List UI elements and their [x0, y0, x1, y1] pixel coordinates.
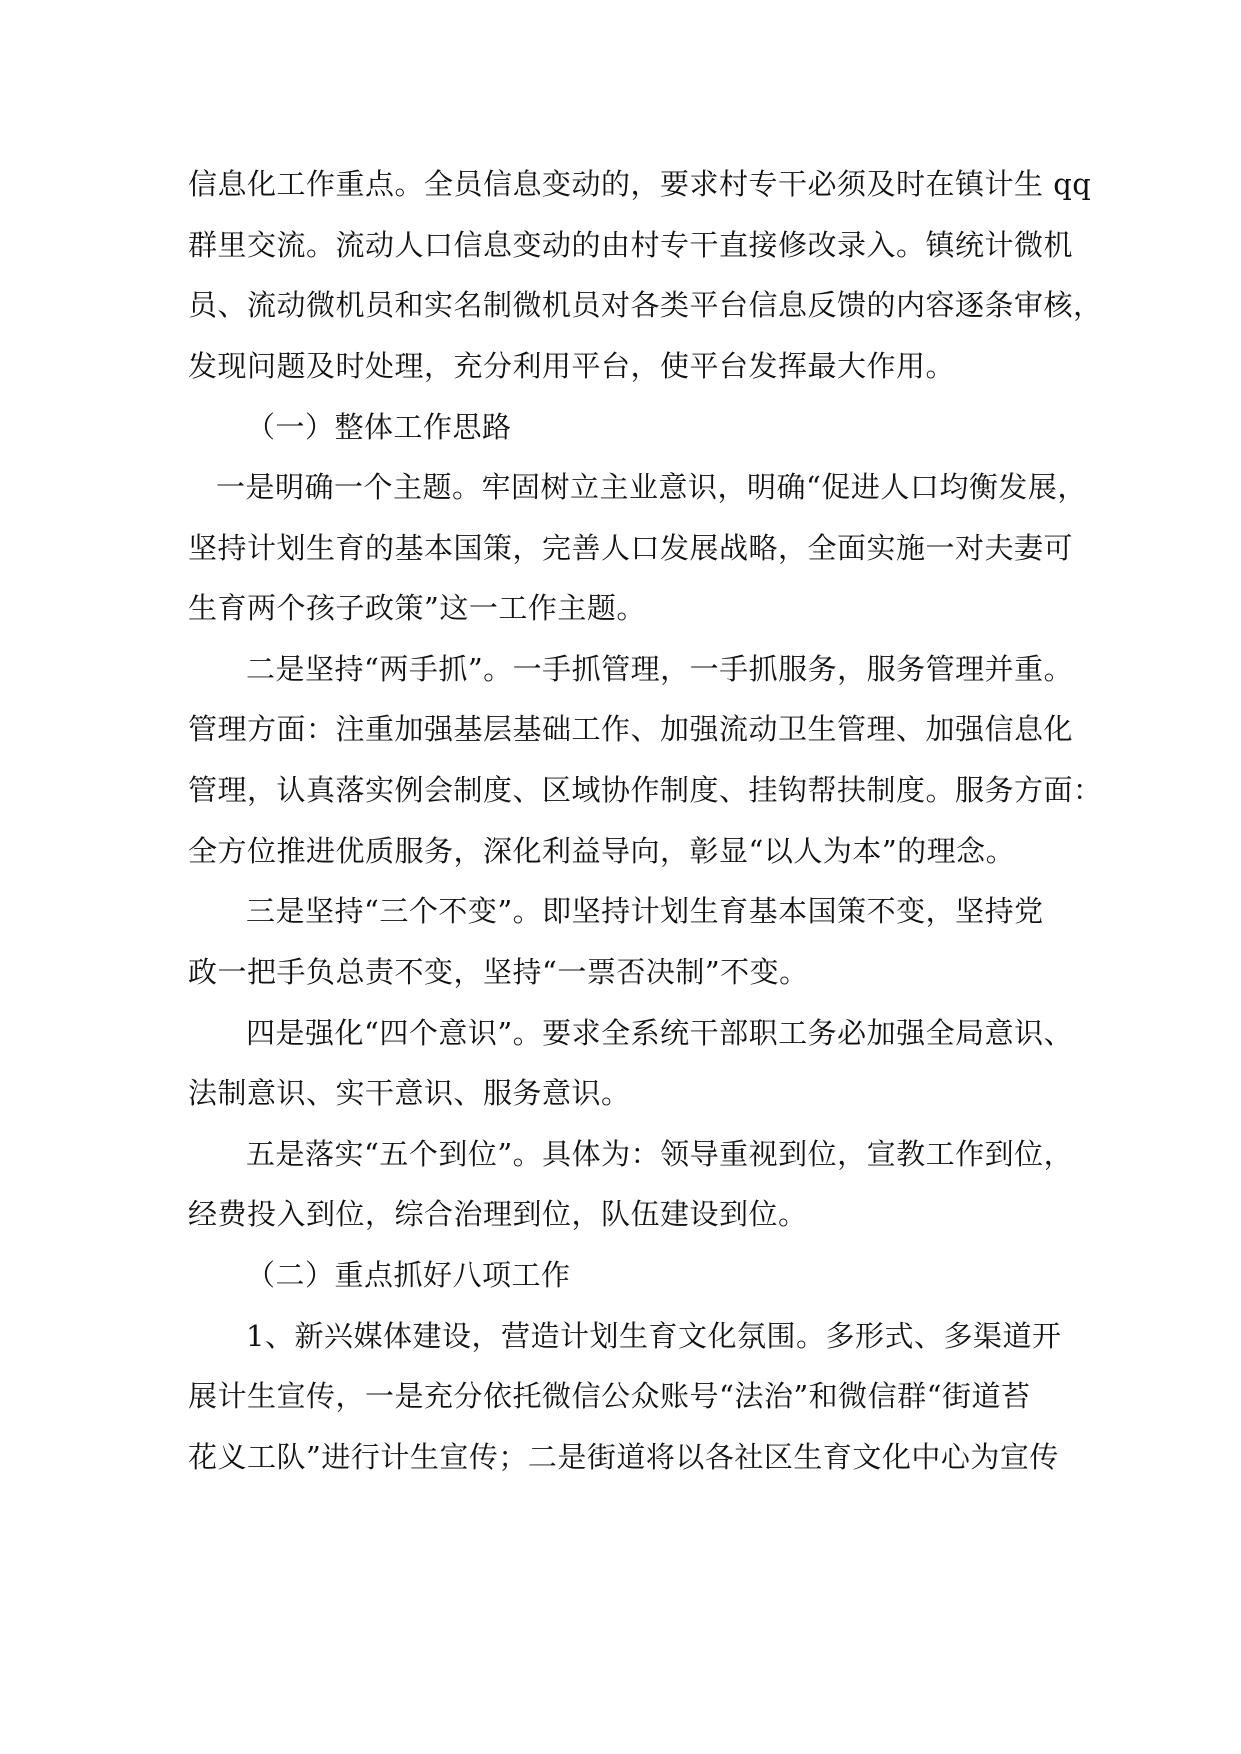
text-line: 管理方面：注重加强基层基础工作、加强流动卫生管理、加强信息化 — [188, 712, 1074, 746]
text-line: 法制意识、实干意识、服务意识。 — [188, 1076, 631, 1110]
text-line: 花义工队”进行计生宣传；二是街道将以各社区生育文化中心为宣传 — [188, 1440, 1059, 1474]
text-line: 一是明确一个主题。牢固树立主业意识，明确“促进人口均衡发展， — [216, 470, 1087, 504]
section-heading: （二）重点抓好八项工作 — [246, 1258, 571, 1292]
text-line: 二是坚持“两手抓”。一手抓管理，一手抓服务，服务管理并重。 — [246, 652, 1074, 686]
text-line: 全方位推进优质服务，深化利益导向，彰显“以人为本”的理念。 — [188, 834, 1016, 868]
text-line: 四是强化“四个意识”。要求全系统干部职工务必加强全局意识、 — [246, 1016, 1074, 1050]
text-line: 管理，认真落实例会制度、区域协作制度、挂钩帮扶制度。服务方面： — [188, 773, 1103, 807]
text-line: 坚持计划生育的基本国策，完善人口发展战略，全面实施一对夫妻可 — [188, 531, 1074, 565]
text-line: 政一把手负总责不变，坚持“一票否决制”不变。 — [188, 955, 809, 989]
text-line: 五是落实“五个到位”。具体为：领导重视到位，宣教工作到位， — [246, 1137, 1074, 1171]
text-line: 员、流动微机员和实名制微机员对各类平台信息反馈的内容逐条审核， — [188, 288, 1103, 322]
section-heading: （一）整体工作思路 — [246, 410, 512, 444]
text-line: 生育两个孩子政策”这一工作主题。 — [188, 591, 646, 625]
text-line: 信息化工作重点。全员信息变动的，要求村专干必须及时在镇计生 qq — [188, 167, 1092, 201]
text-line: 1、新兴媒体建设，营造计划生育文化氛围。多形式、多渠道开 — [246, 1319, 1062, 1353]
text-line: 三是坚持“三个不变”。即坚持计划生育基本国策不变，坚持党 — [246, 894, 1044, 928]
text-line: 发现问题及时处理，充分利用平台，使平台发挥最大作用。 — [188, 349, 956, 383]
text-line: 群里交流。流动人口信息变动的由村专干直接修改录入。镇统计微机 — [188, 228, 1074, 262]
text-line: 展计生宣传，一是充分依托微信公众账号“法治”和微信群“街道苔 — [188, 1379, 1031, 1413]
text-line: 经费投入到位，综合治理到位，队伍建设到位。 — [188, 1197, 808, 1231]
